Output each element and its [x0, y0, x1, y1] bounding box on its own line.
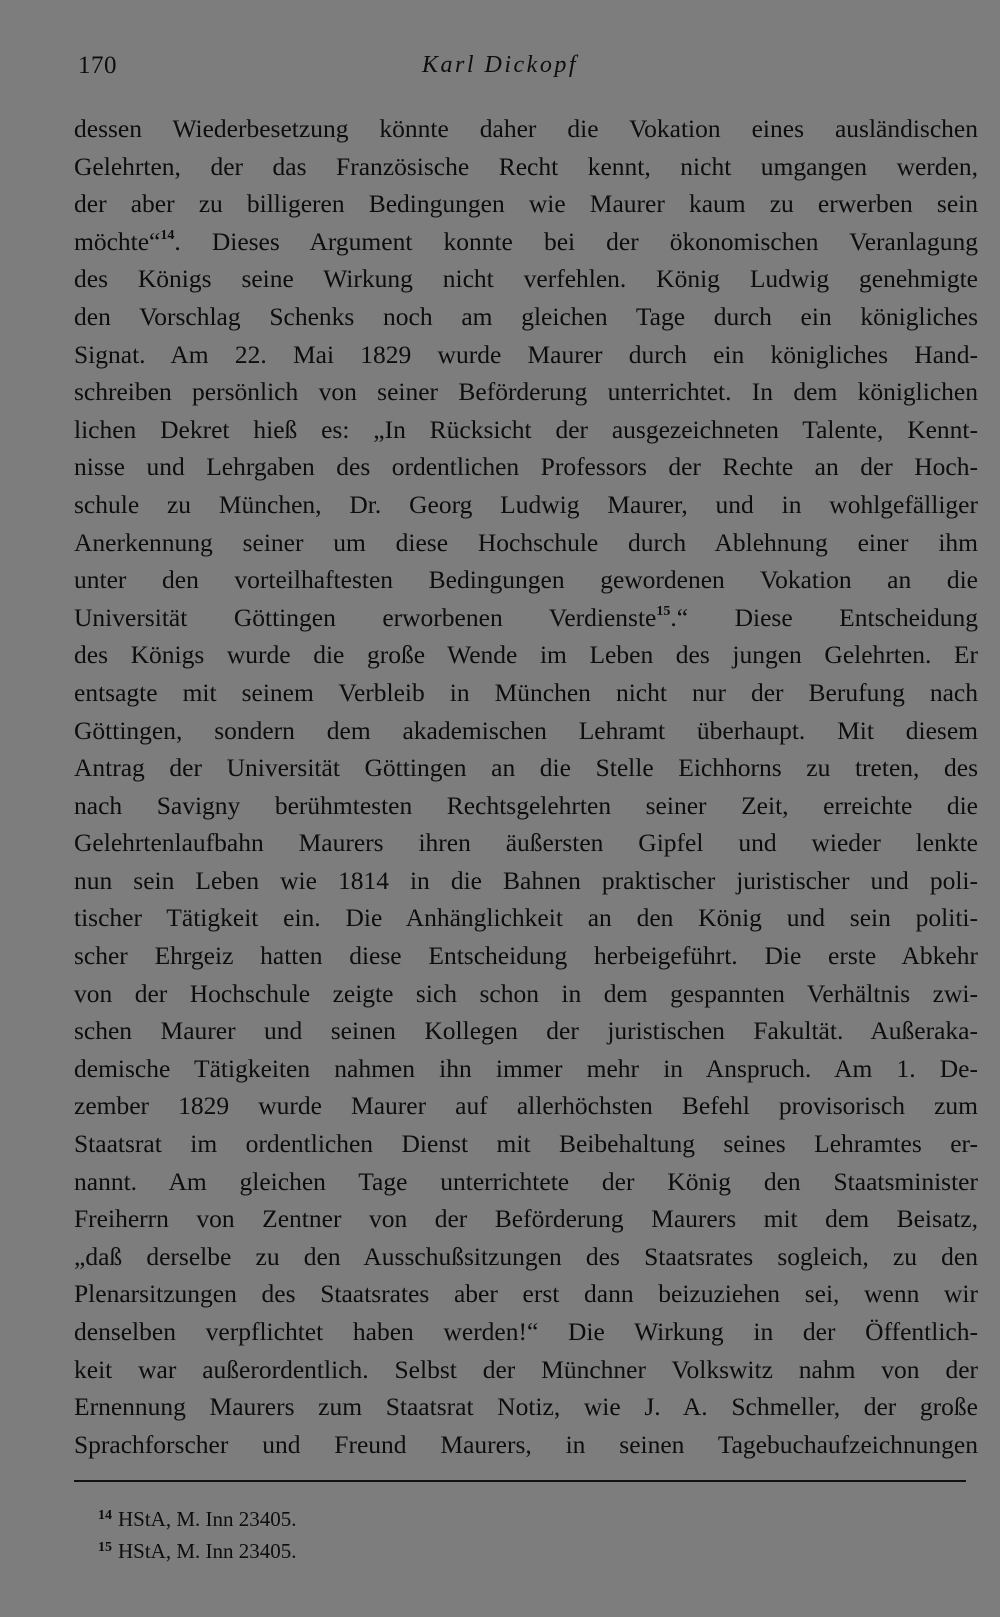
- text-line: [74, 524, 978, 562]
- text-line: [74, 1163, 978, 1201]
- text-segment: nach Savigny berühmtesten Rechtsgelehrten seiner Zeit, erreichte die: [74, 790, 978, 820]
- footnote-text: HStA, M. Inn 23405.: [118, 1507, 297, 1531]
- page-number: 170: [78, 52, 117, 79]
- text-segment: Gelehrtenlaufbahn Maurers ihren äußersten Gipfel und wieder lenkte: [74, 828, 978, 858]
- text-segment: unter den vorteilhaftesten Bedingungen gewordenen Vokation an die: [74, 565, 978, 595]
- text-line: [74, 1012, 978, 1050]
- footnote: [98, 1500, 297, 1532]
- text-segment: Freiherrn von Zentner von der Beförderung Maurers mit dem Beisatz,: [74, 1204, 978, 1234]
- text-segment: Ernennung Maurers zum Staatsrat Notiz, wie J. A. Schmeller, der große: [74, 1392, 978, 1422]
- text-segment: des Königs seine Wirkung nicht verfehlen. König Ludwig genehmigte: [74, 264, 978, 294]
- text-segment: Staatsrat im ordentlichen Dienst mit Beibehaltung seines Lehramtes er-: [74, 1129, 978, 1159]
- text-line: [74, 674, 978, 712]
- text-line: [74, 448, 978, 486]
- text-segment: „daß derselbe zu den Ausschußsitzungen des Staatsrates sogleich, zu den: [74, 1241, 978, 1271]
- text-segment: .“ Diese Entscheidung: [670, 602, 978, 632]
- footnote-rule: [74, 1480, 966, 1482]
- text-segment: Göttingen, sondern dem akademischen Lehramt überhaupt. Mit diesem: [74, 715, 978, 745]
- text-segment: von der Hochschule zeigte sich schon in dem gespannten Verhältnis zwi-: [74, 978, 978, 1008]
- text-line: [74, 148, 978, 186]
- text-segment: lichen Dekret hieß es: „In Rücksicht der ausgezeichneten Talente, Kennt-: [74, 414, 978, 444]
- text-line: [74, 1125, 978, 1163]
- footnote-mark: 15: [98, 1540, 112, 1555]
- footnote-text: HStA, M. Inn 23405.: [118, 1539, 297, 1563]
- text-segment: entsagte mit seinem Verbleib in München nicht nur der Berufung nach: [74, 677, 978, 707]
- text-segment: zember 1829 wurde Maurer auf allerhöchsten Befehl provisorisch zum: [74, 1091, 978, 1121]
- text-segment: schreiben persönlich von seiner Beförderung unterrichtet. In dem königlichen: [74, 377, 978, 407]
- text-segment: Sprachforscher und Freund Maurers, in seinen Tagebuchaufzeichnungen: [74, 1429, 978, 1459]
- text-segment: nisse und Lehrgaben des ordentlichen Professors der Rechte an der Hoch-: [74, 452, 978, 482]
- text-line: [74, 636, 978, 674]
- text-segment: Signat. Am 22. Mai 1829 wurde Maurer durch ein königliches Hand-: [74, 339, 978, 369]
- text-line: [74, 937, 978, 975]
- footnote-mark: 14: [98, 1508, 112, 1523]
- text-segment: möchte“: [74, 226, 161, 256]
- text-line: [74, 1238, 978, 1276]
- text-line: [74, 486, 978, 524]
- text-line: [74, 787, 978, 825]
- text-line: [74, 899, 978, 937]
- text-line: [74, 975, 978, 1013]
- text-line: [74, 1426, 978, 1464]
- running-head: Karl Dickopf: [422, 52, 578, 78]
- text-line: [74, 373, 978, 411]
- text-line: [74, 411, 978, 449]
- text-line: [74, 712, 978, 750]
- text-segment: Gelehrten, der das Französische Recht kennt, nicht umgangen werden,: [74, 151, 978, 181]
- text-segment: Plenarsitzungen des Staatsrates aber erst dann beizuziehen sei, wenn wir: [74, 1279, 978, 1309]
- text-line: [74, 1200, 978, 1238]
- text-segment: demische Tätigkeiten nahmen ihn immer mehr in Anspruch. Am 1. De-: [74, 1053, 978, 1083]
- text-segment: schule zu München, Dr. Georg Ludwig Maurer, und in wohlgefälliger: [74, 489, 978, 519]
- text-segment: den Vorschlag Schenks noch am gleichen Tage durch ein königliches: [74, 301, 978, 331]
- footnote: [98, 1532, 297, 1564]
- footnote-reference: 15: [656, 603, 671, 619]
- text-line: [74, 599, 978, 637]
- text-segment: nun sein Leben wie 1814 in die Bahnen praktischer juristischer und poli-: [74, 865, 978, 895]
- text-line: [74, 561, 978, 599]
- text-line: [74, 1275, 978, 1313]
- text-line: [74, 1050, 978, 1088]
- text-segment: des Königs wurde die große Wende im Leben des jungen Gelehrten. Er: [74, 640, 978, 670]
- text-line: [74, 1351, 978, 1389]
- text-segment: dessen Wiederbesetzung könnte daher die Vokation eines ausländischen: [74, 114, 978, 143]
- text-segment: keit war außerordentlich. Selbst der Münchner Volkswitz nahm von der: [74, 1354, 978, 1384]
- text-line: [74, 260, 978, 298]
- footnote-reference: 14: [160, 227, 175, 243]
- text-segment: der aber zu billigeren Bedingungen wie Maurer kaum zu erwerben sein: [74, 189, 978, 219]
- text-line: [74, 110, 978, 148]
- text-segment: tischer Tätigkeit ein. Die Anhänglichkeit an den König und sein politi-: [74, 903, 978, 933]
- text-segment: Anerkennung seiner um diese Hochschule durch Ablehnung einer ihm: [74, 527, 978, 557]
- text-line: [74, 185, 978, 223]
- text-line: [74, 1313, 978, 1351]
- text-line: [74, 824, 978, 862]
- text-line: [74, 1087, 978, 1125]
- text-line: [74, 749, 978, 787]
- text-segment: nannt. Am gleichen Tage unterrichtete der König den Staatsminister: [74, 1166, 978, 1196]
- text-segment: Universität Göttingen erworbenen Verdienste: [74, 602, 657, 632]
- text-line: [74, 1388, 978, 1426]
- text-line: [74, 298, 978, 336]
- text-line: [74, 862, 978, 900]
- text-segment: denselben verpflichtet haben werden!“ Die Wirkung in der Öffentlich-: [74, 1317, 978, 1346]
- footnotes: [98, 1500, 297, 1564]
- body-text: [74, 110, 978, 1463]
- text-segment: schen Maurer und seinen Kollegen der juristischen Fakultät. Außeraka-: [74, 1016, 978, 1046]
- text-line: [74, 223, 978, 261]
- text-line: [74, 336, 978, 374]
- text-segment: scher Ehrgeiz hatten diese Entscheidung herbeigeführt. Die erste Abkehr: [74, 941, 978, 971]
- text-segment: . Dieses Argument konnte bei der ökonomischen Veranlagung: [174, 226, 978, 256]
- text-segment: Antrag der Universität Göttingen an die Stelle Eichhorns zu treten, des: [74, 753, 978, 783]
